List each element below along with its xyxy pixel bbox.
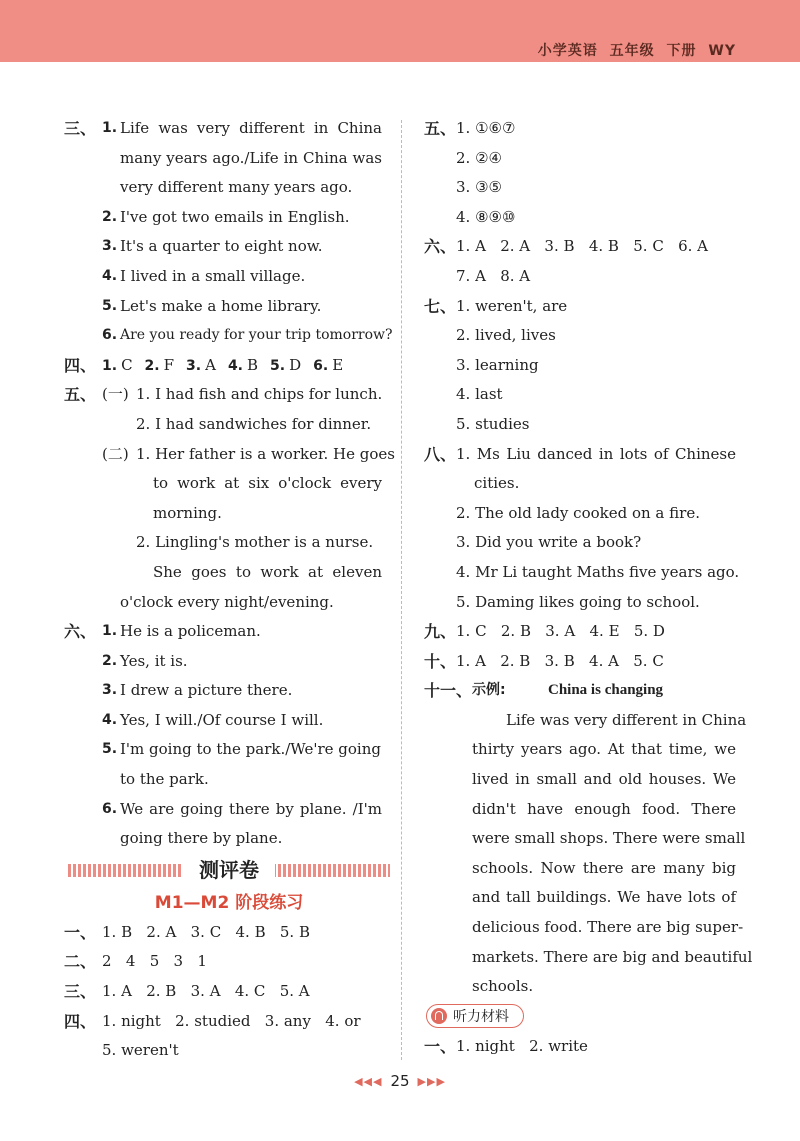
answer-line: 一、 1. B 2. A 3. C 4. B 5. B bbox=[64, 922, 310, 942]
answer-line: 九、 1. C 2. B 3. A 4. E 5. D bbox=[424, 622, 665, 642]
answer-line: to the park. bbox=[120, 770, 209, 789]
answer-line: 4. Yes, I will./Of course I will. bbox=[102, 710, 324, 729]
stage-title: M1—M2 阶段练习 bbox=[154, 892, 304, 913]
answer-line: o'clock every night/evening. bbox=[120, 592, 334, 611]
answer-line: morning. bbox=[153, 503, 222, 522]
answer-line: 三、 1. A 2. B 3. A 4. C 5. A bbox=[64, 982, 310, 1002]
answer-line: 4. last bbox=[456, 385, 503, 404]
essay-line: thirty years ago. At that time, we bbox=[472, 740, 736, 759]
answer-line: 5. Let's make a home library. bbox=[102, 296, 322, 315]
answer-line: 六、 1. He is a policeman. bbox=[64, 622, 261, 642]
answer-line: 2. I had sandwiches for dinner. bbox=[136, 414, 372, 433]
answer-line: 2. The old lady cooked on a fire. bbox=[456, 503, 700, 522]
essay-line: schools. bbox=[472, 977, 534, 996]
banner-title: 测评卷 bbox=[183, 854, 275, 886]
answer-line: 4. Mr Li taught Maths five years ago. bbox=[456, 562, 740, 581]
essay-line: and tall buildings. We have lots of bbox=[472, 888, 736, 907]
answer-line: many years ago./Life in China was bbox=[120, 148, 382, 167]
answer-line: 五、 (一) 1. I had fish and chips for lunch. bbox=[64, 385, 383, 405]
right-arrows-icon: ▶▶▶ bbox=[417, 1075, 446, 1088]
essay-line: markets. There are big and beautiful bbox=[472, 947, 753, 966]
answer-line: 2. Lingling's mother is a nurse. bbox=[136, 533, 374, 552]
essay-line: lived in small and old houses. We bbox=[472, 770, 736, 789]
answer-line: 5. studies bbox=[456, 414, 530, 433]
essay-line: schools. Now there are many big bbox=[472, 858, 736, 877]
answer-line: 3. learning bbox=[456, 355, 539, 374]
answer-line: She goes to work at eleven bbox=[153, 562, 382, 581]
answer-line: 四、 1. C 2. F 3. A 4. B 5. D 6. E bbox=[64, 355, 344, 375]
answer-line: 二、 2 4 5 3 1 bbox=[64, 952, 207, 972]
answer-line: 十一、 示例: China is changing bbox=[424, 676, 744, 706]
answer-line: cities. bbox=[474, 474, 520, 493]
essay-line: delicious food. There are big super- bbox=[472, 918, 744, 937]
answer-line: 2. ②④ bbox=[456, 148, 502, 167]
essay-line: were small shops. There were small bbox=[472, 829, 746, 848]
answer-line: 3. Did you write a book? bbox=[456, 533, 642, 552]
answer-line: 6. We are going there by plane. /I'm bbox=[102, 799, 382, 818]
essay-title: China is changing bbox=[548, 682, 664, 699]
answer-line: 四、 1. night 2. studied 3. any 4. or bbox=[64, 1011, 361, 1031]
answer-line: 3. It's a quarter to eight now. bbox=[102, 237, 323, 256]
answer-line: 6. Are you ready for your trip tomorrow? bbox=[102, 327, 393, 344]
answer-line: 7. A 8. A bbox=[456, 266, 531, 285]
answer-line: 2. I've got two emails in English. bbox=[102, 207, 350, 226]
answer-line: 三、 1. Life was very different in China bbox=[64, 119, 382, 138]
column-divider bbox=[401, 120, 402, 1060]
page-number: 25 bbox=[390, 1072, 410, 1090]
listening-badge bbox=[424, 1002, 744, 1032]
left-arrows-icon: ◀◀◀ bbox=[354, 1075, 383, 1088]
answer-line: very different many years ago. bbox=[120, 178, 353, 197]
answer-line: 4. I lived in a small village. bbox=[102, 266, 306, 285]
listening-label: 听力材料 bbox=[453, 1008, 509, 1025]
answer-line: 3. I drew a picture there. bbox=[102, 681, 293, 700]
answer-line: 六、 1. A 2. A 3. B 4. B 5. C 6. A bbox=[424, 237, 709, 257]
answer-line: 5. I'm going to the park./We're going bbox=[102, 740, 381, 759]
answer-line: (二) 1. Her father is a worker. He goes bbox=[102, 444, 395, 463]
answer-line: 3. ③⑤ bbox=[456, 178, 502, 197]
page-footer bbox=[0, 1072, 800, 1090]
section-banner bbox=[64, 854, 394, 888]
answer-line: 5. Daming likes going to school. bbox=[456, 592, 700, 611]
answer-line: 5. weren't bbox=[102, 1041, 179, 1060]
right-column bbox=[424, 114, 753, 1061]
answer-line: 2. Yes, it is. bbox=[102, 651, 188, 670]
essay-line: didn't have enough food. There bbox=[472, 799, 736, 818]
answer-line: 一、 1. night 2. write bbox=[424, 1036, 588, 1056]
listening-pill bbox=[426, 1004, 524, 1028]
answer-line: 2. lived, lives bbox=[456, 326, 556, 345]
answer-line: 七、 1. weren't, are bbox=[424, 296, 568, 316]
answer-line: to work at six o'clock every bbox=[153, 474, 382, 493]
answer-line: going there by plane. bbox=[120, 829, 283, 848]
essay-line: Life was very different in China bbox=[506, 710, 747, 729]
headphone-icon bbox=[431, 1008, 447, 1024]
answer-line: 八、 1. Ms Liu danced in lots of Chinese bbox=[424, 444, 736, 464]
left-column bbox=[64, 114, 394, 1066]
answer-line: 五、 1. ①⑥⑦ bbox=[424, 119, 516, 138]
book-title: 小学英语 五年级 下册 WY bbox=[537, 43, 736, 59]
answer-line: 十、 1. A 2. B 3. B 4. A 5. C bbox=[424, 651, 664, 671]
answer-line: 4. ⑧⑨⑩ bbox=[456, 207, 516, 226]
